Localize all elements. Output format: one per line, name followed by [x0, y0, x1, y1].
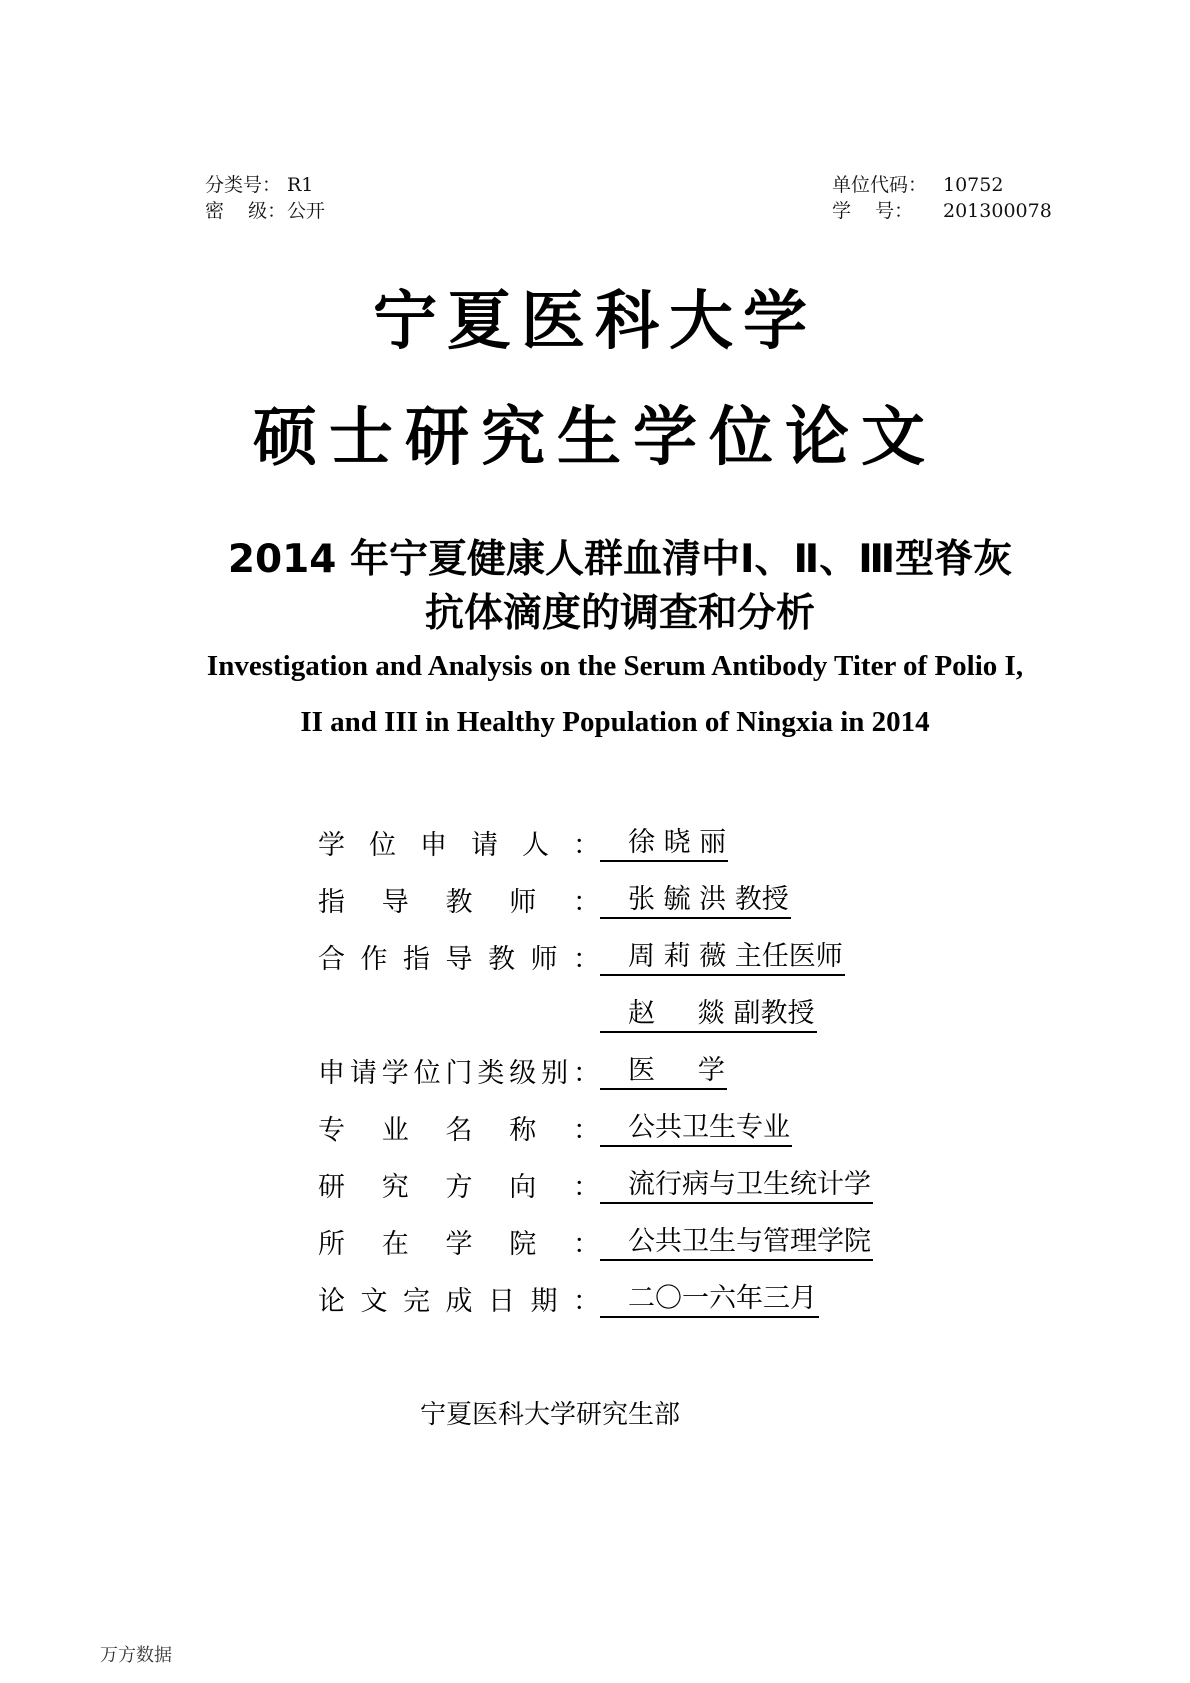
secret-level-row	[205, 198, 325, 224]
student-no-label: 学 号：	[832, 200, 914, 222]
info-row-college	[318, 1204, 873, 1261]
info-label: 论文完成日期：	[318, 1286, 600, 1317]
info-row-co-supervisor	[318, 919, 873, 976]
secret-level-value: 公开	[287, 200, 326, 222]
info-value: 公共卫生专业	[600, 1111, 792, 1147]
watermark: 万方数据	[100, 1645, 172, 1666]
classification-label: 分类号：	[205, 174, 282, 196]
thesis-title-cn-line2: 抗体滴度的调查和分析	[424, 591, 815, 636]
info-label: 研究方向：	[318, 1172, 600, 1203]
info-value: 二〇一六年三月	[600, 1282, 819, 1318]
degree-title: 硕士研究生学位论文	[253, 401, 937, 475]
info-value: 张 毓 洪 教授	[600, 883, 791, 919]
unit-code-value: 10752	[943, 174, 1004, 196]
unit-code-label: 单位代码：	[832, 174, 928, 196]
secret-level-label: 密 级：	[205, 200, 287, 222]
classification-row	[205, 172, 325, 198]
thesis-title-en-line1: Investigation and Analysis on the Serum Antibody Titer of Polio I,	[206, 650, 1024, 682]
unit-code-row	[832, 172, 1052, 198]
info-label: 合作指导教师：	[318, 944, 600, 975]
info-row-applicant	[318, 805, 873, 862]
info-label: 专业名称：	[318, 1115, 600, 1146]
info-label: 所在学院：	[318, 1229, 600, 1260]
info-row-co-supervisor-2	[318, 976, 873, 1033]
student-no-value: 201300078	[943, 200, 1052, 222]
info-value: 医 学	[600, 1054, 727, 1090]
info-value: 赵 燚 副教授	[600, 997, 817, 1033]
info-value: 徐 晓 丽	[600, 826, 728, 862]
thesis-info-table	[318, 805, 873, 1318]
info-value: 公共卫生与管理学院	[600, 1225, 873, 1261]
meta-left	[205, 172, 325, 224]
university-name: 宁夏医科大学	[373, 285, 817, 359]
info-row-completion-date	[318, 1261, 873, 1318]
info-value: 周 莉 薇 主任医师	[600, 940, 845, 976]
info-label: 申请学位门类级别：	[318, 1058, 600, 1089]
info-row-research-direction	[318, 1147, 873, 1204]
student-no-row	[832, 198, 1052, 224]
info-row-degree-category	[318, 1033, 873, 1090]
info-value: 流行病与卫生统计学	[600, 1168, 873, 1204]
thesis-title-cn-line1: 2014 年宁夏健康人群血清中Ⅰ、Ⅱ、Ⅲ型脊灰	[227, 537, 1013, 582]
graduate-school-name: 宁夏医科大学研究生部	[419, 1400, 680, 1430]
classification-value: R1	[287, 174, 314, 196]
thesis-title-en-line2: II and III in Healthy Population of Ningxia in 2014	[300, 706, 930, 738]
info-row-supervisor	[318, 862, 873, 919]
info-label: 学位申请人：	[318, 830, 600, 861]
meta-right	[832, 172, 1052, 224]
info-label: 指导教师：	[318, 887, 600, 918]
info-row-major	[318, 1090, 873, 1147]
